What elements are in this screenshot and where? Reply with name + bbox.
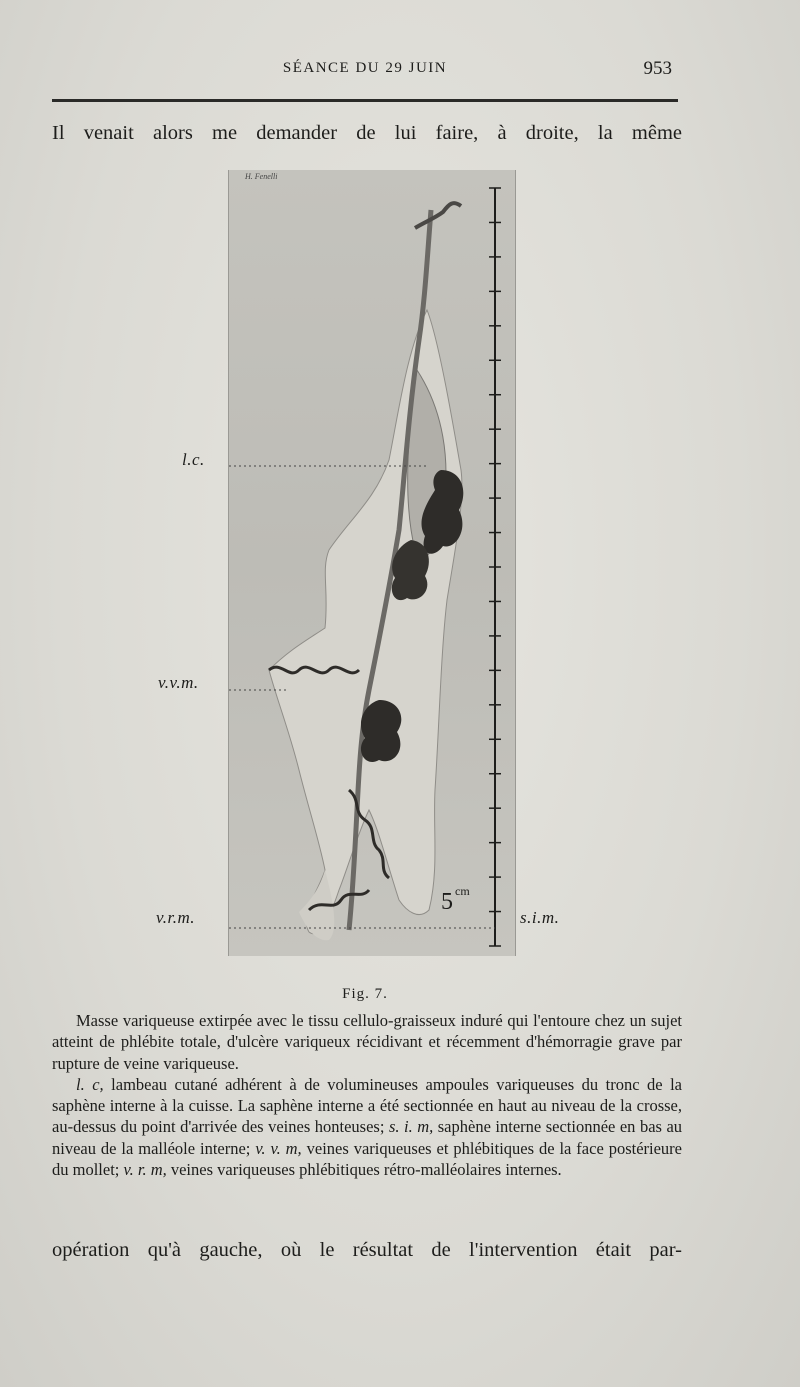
caption-paragraph-2 xyxy=(52,1074,682,1180)
abbr-vrm: v. r. m, xyxy=(123,1160,167,1180)
label-sim: s.i.m. xyxy=(520,908,560,927)
running-head xyxy=(52,58,678,82)
scale-label xyxy=(441,884,470,916)
abbr-sim: s. i. m, xyxy=(388,1117,434,1137)
page-number: 953 xyxy=(643,58,672,79)
abbr-vvm: v. v. m, xyxy=(255,1138,302,1158)
body-line-bottom: opération qu'à gauche, où le résultat de l'intervention était par- xyxy=(52,1239,682,1261)
scale-unit: cm xyxy=(455,884,470,898)
specimen-illustration xyxy=(229,170,515,956)
figure-title: Fig. 7. xyxy=(342,986,388,1002)
label-vrm: v.r.m. xyxy=(156,908,196,927)
specimen-photograph xyxy=(228,170,516,956)
figure-caption xyxy=(52,1010,682,1180)
caption-text-lc: lambeau cutané adhérent à de volumineuses ampoules variqueuses du tronc de la saphène interne à la cuisse. La saphène interne a été sectionnée en haut au niveau de la crosse, au-dessus du point d'arrivée des veines honteuses; xyxy=(52,1074,682,1137)
caption-paragraph-1: Masse variqueuse extirpée avec le tissu cellulo-graisseux induré qui l'entoure chez un sujet atteint de phlébite totale, d'ulcère variqueux récidivant et récemment d'hémorragie grave par rupture de veine variqueuse. xyxy=(52,1011,682,1073)
abbr-lc: l. c, xyxy=(76,1074,104,1094)
saphenous-top-branch xyxy=(415,203,461,228)
body-line-top: Il venait alors me demander de lui faire, à droite, la même xyxy=(52,122,682,144)
varix-cluster-lower xyxy=(361,700,401,762)
running-title: SÉANCE DU 29 JUIN xyxy=(282,60,448,76)
caption-text-vrm: veines variqueuses phlébitiques rétro-malléolaires internes. xyxy=(170,1160,562,1180)
caption-text-sim: saphène interne sectionnée en bas au niveau de la malléole interne; xyxy=(52,1117,683,1158)
header-rule xyxy=(52,99,678,102)
label-lc: l.c. xyxy=(182,450,205,469)
scale-value: 5 xyxy=(441,889,453,915)
caption-text-vvm: veines variqueuses et phlébitiques de la face postérieure du mollet; xyxy=(52,1138,682,1180)
figure-7 xyxy=(228,170,514,956)
photo-credit: H. Fenelli xyxy=(245,172,278,181)
label-vvm: v.v.m. xyxy=(158,673,199,692)
